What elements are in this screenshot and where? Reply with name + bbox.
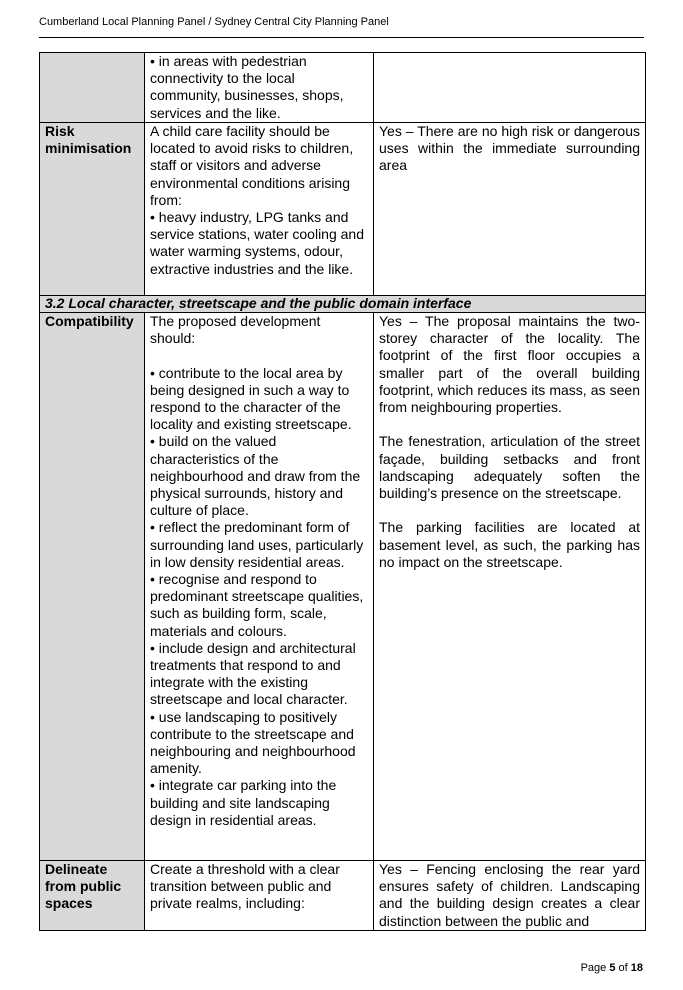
requirement-cell: • in areas with pedestrian connectivity to the local community, businesses, shops, services and the like. (145, 53, 374, 123)
comment-cell: Yes – The proposal maintains the two-storey character of the locality. The footprint of the first floor occupies a smaller part of the overall building footprint, which reduces its mass, as seen from neighbouring properties. The fenestration, articulation of the street façade, building setbacks and front landscaping adequately soften the building’s presence on the streetscape. The parking facilities are located at basement level, as such, the parking has no impact on the streetscape. (374, 313, 646, 861)
requirement-cell: A child care facility should be located to avoid risks to children, staff or visitors and adverse environmental conditions arising from: • heavy industry, LPG tanks and service stations, water cooling and water warming systems, odour, extractive industries and the like. (145, 123, 374, 296)
requirement-cell: The proposed development should: • contribute to the local area by being designed in such a way to respond to the character of the locality and existing streetscape. • build on the valued characteristics of the neighbourhood and draw from the physical surrounds, history and culture of place. • reflect the predominant form of surrounding land uses, particularly in low density residential areas. • recognise and respond to predominant streetscape qualities, such as building form, scale, materials and colours. • include design and architectural treatments that respond to and integrate with the existing streetscape and local character. • use landscaping to positively contribute to the streetscape and neighbouring and neighbourhood amenity. • integrate car parking into the building and site landscaping design in residential areas. (145, 313, 374, 861)
section-title: 3.2 Local character, streetscape and the public domain interface (40, 296, 646, 313)
page-current: 5 (609, 962, 616, 974)
row-label: Delineate from public spaces (40, 861, 145, 931)
row-label: Compatibility (40, 313, 145, 861)
page-footer (581, 961, 643, 975)
table-row (40, 53, 646, 123)
table-row (40, 313, 646, 861)
table-row (40, 861, 646, 931)
comment-cell: Yes – There are no high risk or dangerous uses within the immediate surrounding area (374, 123, 646, 296)
row-label: Risk minimisation (40, 123, 145, 296)
comment-cell: Yes – Fencing enclosing the rear yard ensures safety of children. Landscaping and the building design creates a clear distinction between the public and (374, 861, 646, 931)
page-prefix: Page (580, 962, 610, 974)
assessment-table (39, 52, 646, 931)
page-of: of (615, 962, 631, 974)
page-total: 18 (630, 962, 643, 974)
table-row (40, 123, 646, 296)
section-row (40, 296, 646, 313)
row-label (40, 53, 145, 123)
page-header: Cumberland Local Planning Panel / Sydney Central City Planning Panel (39, 16, 389, 28)
header-divider (39, 37, 644, 38)
requirement-cell: Create a threshold with a clear transition between public and private realms, including: (145, 861, 374, 931)
comment-cell (374, 53, 646, 123)
